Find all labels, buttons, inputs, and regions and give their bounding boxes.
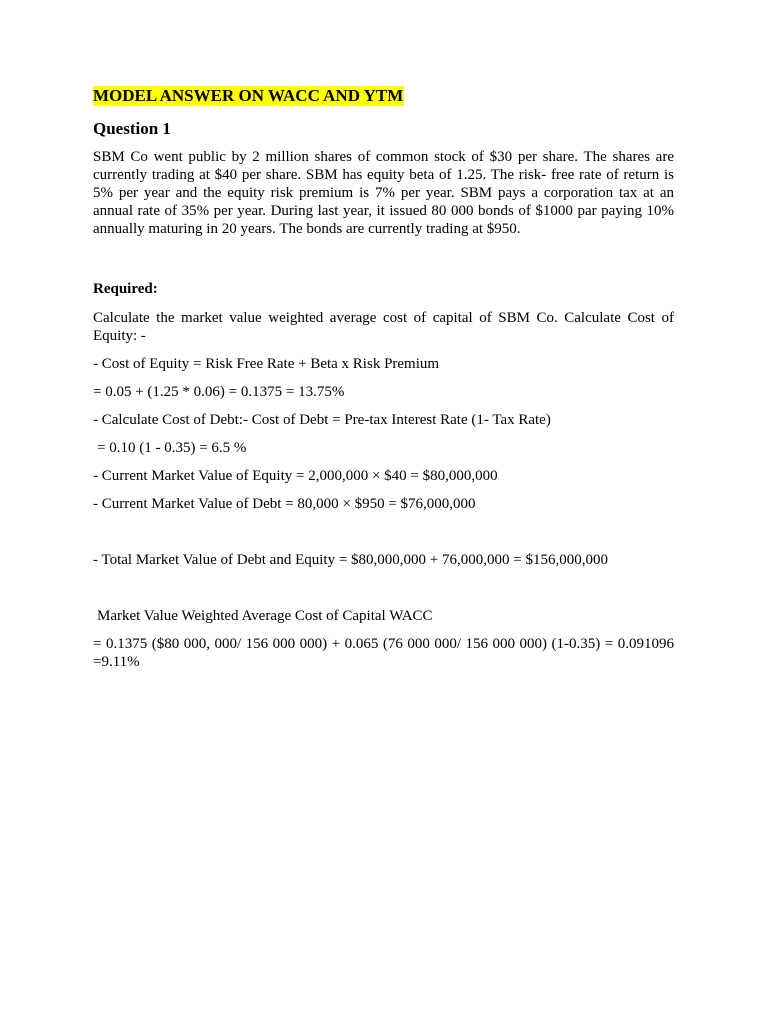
market-value-debt: - Current Market Value of Debt = 80,000 × $950 = $76,000,000	[93, 496, 476, 512]
required-label: Required:	[93, 281, 158, 297]
market-value-equity: - Current Market Value of Equity = 2,000,000 × $40 = $80,000,000	[93, 468, 498, 484]
wacc-heading: Market Value Weighted Average Cost of Capital WACC	[97, 608, 433, 624]
question-text: SBM Co went public by 2 million shares of common stock of $30 per share. The shares are currently trading at $40 per share. SBM has equity beta of 1.25. The risk- free rate of return is 5% per year and the equity risk premium is 7% per year. SBM pays a corporation tax at an annual rate of 35% per year. During last year, it issued 80 000 bonds of $1000 par paying 10% annually maturing in 20 years. The bonds are currently trading at $950.	[93, 149, 674, 237]
required-text: Calculate the market value weighted average cost of capital of SBM Co. Calculate Cost of Equity: -	[93, 310, 674, 344]
document-title: MODEL ANSWER ON WACC AND YTM	[93, 86, 404, 105]
question-heading: Question 1	[93, 119, 171, 138]
cost-of-equity-result: = 0.05 + (1.25 * 0.06) = 0.1375 = 13.75%	[93, 384, 345, 400]
total-market-value: - Total Market Value of Debt and Equity = $80,000,000 + 76,000,000 = $156,000,000	[93, 552, 608, 568]
document-title-wrap	[93, 86, 674, 106]
cost-of-equity-formula: - Cost of Equity = Risk Free Rate + Beta x Risk Premium	[93, 356, 440, 372]
document-page	[93, 86, 674, 671]
cost-of-debt-formula: - Calculate Cost of Debt:- Cost of Debt = Pre-tax Interest Rate (1- Tax Rate)	[93, 412, 551, 428]
wacc-result: = 0.1375 ($80 000, 000/ 156 000 000) + 0.065 (76 000 000/ 156 000 000) (1-0.35) = 0.091096 =9.11%	[93, 636, 674, 670]
cost-of-debt-result: = 0.10 (1 - 0.35) = 6.5 %	[97, 440, 247, 456]
